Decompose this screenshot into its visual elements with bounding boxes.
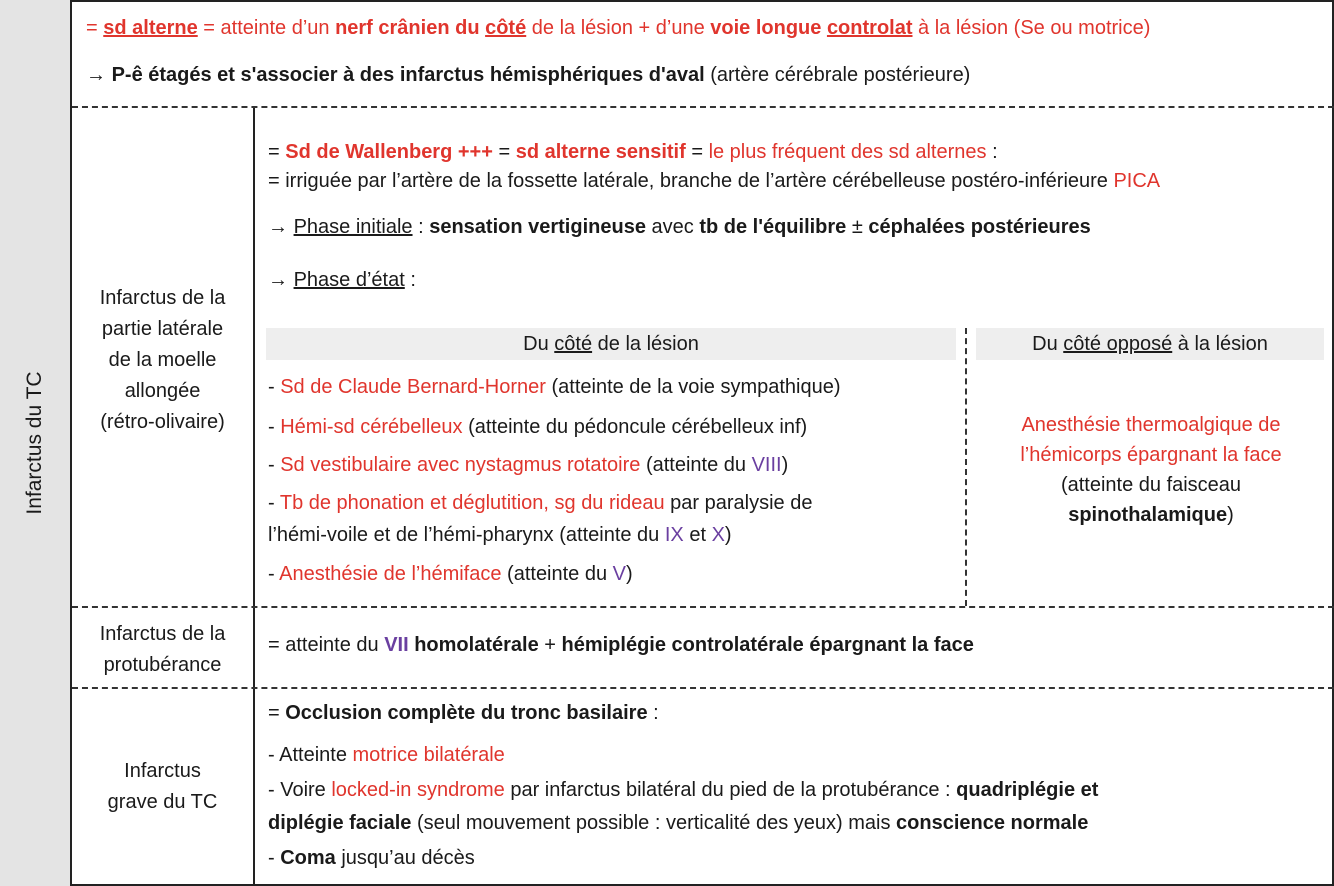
subhead-opposite-side xyxy=(976,328,1324,360)
row1-line-4 xyxy=(268,269,416,292)
text: Coma xyxy=(280,847,336,869)
row2-label-line: Infarctus de la xyxy=(99,623,226,645)
text: Hémi-sd cérébelleux xyxy=(280,416,463,438)
left-column xyxy=(0,0,72,886)
wallenberg: Sd de Wallenberg +++ xyxy=(285,141,493,163)
text: VII xyxy=(384,634,409,656)
row2-text xyxy=(268,634,974,657)
row1-label-line: allongée xyxy=(124,380,201,402)
sd-alterne-sensitif: sd alterne sensitif xyxy=(515,141,686,163)
text: Tb de phonation et déglutition, sg du rideau xyxy=(279,492,665,514)
text: locked-in syndrome xyxy=(331,779,505,801)
list-item xyxy=(268,416,807,439)
arrow-icon: → xyxy=(268,269,294,291)
text: = xyxy=(492,141,516,163)
top-mid2: de la lésion + d’une xyxy=(526,17,711,39)
left-column-label: Infarctus du TC xyxy=(23,371,46,515)
text: Anesthésie de l’hémiface xyxy=(279,563,502,585)
row3-line-3 xyxy=(268,779,1098,802)
list-item xyxy=(268,376,841,399)
text: VIII xyxy=(751,454,782,476)
text: Sd vestibulaire avec nystagmus rotatoire xyxy=(280,454,641,476)
text: à la lésion xyxy=(1172,333,1268,355)
text: - xyxy=(268,454,281,476)
text: Anesthésie thermoalgique de xyxy=(1021,414,1281,436)
row1-label xyxy=(72,283,253,438)
text: IX xyxy=(664,524,684,546)
text: - xyxy=(268,847,281,869)
row3-line-1 xyxy=(268,702,659,725)
text: = xyxy=(268,141,286,163)
text: ) xyxy=(781,454,789,476)
text: - xyxy=(268,376,281,398)
text: Du xyxy=(1032,333,1064,355)
table-top-border xyxy=(0,0,1334,2)
subhead-same-side xyxy=(266,328,956,360)
text: = atteinte du xyxy=(268,634,385,656)
row2-label-line: protubérance xyxy=(103,654,222,676)
row3-label-line: Infarctus xyxy=(124,760,201,782)
list-item xyxy=(268,454,788,477)
text: avec xyxy=(645,216,700,238)
text: hémiplégie controlatérale épargnant la face xyxy=(561,634,974,656)
row1-label-line: de la moelle xyxy=(108,349,217,371)
irrigation-text: = irriguée par l’artère de la fossette latérale, branche de l’artère cérébelleuse postéro-inférieure xyxy=(268,170,1114,192)
text: ) xyxy=(724,524,732,546)
text: (atteinte du faisceau xyxy=(1060,474,1242,496)
text: spinothalamique xyxy=(1068,504,1228,526)
text: V xyxy=(612,563,627,585)
text: Du xyxy=(523,333,555,355)
text: : xyxy=(412,216,430,238)
row3-line-4 xyxy=(268,812,1088,835)
text: (atteinte du xyxy=(640,454,752,476)
text: l’hémi-voile et de l’hémi-pharynx (atteinte du xyxy=(268,524,665,546)
plus-frequent: le plus fréquent des sd alternes xyxy=(708,141,987,163)
opposite-side-content xyxy=(978,410,1324,530)
text: côté opposé xyxy=(1063,333,1173,355)
row1-label-line: partie latérale xyxy=(101,318,224,340)
top-controlat: controlat xyxy=(826,17,913,39)
row3-label xyxy=(72,756,253,818)
text: = xyxy=(268,702,286,724)
text: (atteinte du xyxy=(501,563,613,585)
top-cote: côté xyxy=(485,17,527,39)
text: - xyxy=(268,416,281,438)
text: par infarctus bilatéral du pied de la protubérance : xyxy=(504,779,957,801)
text: X xyxy=(711,524,725,546)
text: : xyxy=(986,141,998,163)
text: - xyxy=(268,563,280,585)
text: (atteinte du pédoncule cérébelleux inf) xyxy=(462,416,808,438)
subtable-separator xyxy=(965,328,967,606)
text: : xyxy=(404,269,416,291)
text: + xyxy=(538,634,562,656)
text: Sd de Claude Bernard-Horner xyxy=(280,376,546,398)
row3-label-line: grave du TC xyxy=(107,791,218,813)
row1-label-line: Infarctus de la xyxy=(99,287,226,309)
text: = xyxy=(685,141,709,163)
text: jusqu’au décès xyxy=(335,847,475,869)
text: diplégie faciale xyxy=(268,812,412,834)
top-line-1 xyxy=(86,17,1150,40)
arrow-icon: → xyxy=(86,64,112,86)
label-column-separator xyxy=(253,108,255,886)
row1-line-1 xyxy=(268,141,998,164)
top-line2-bold: P-ê étagés et s'associer à des infarctus hémisphériques d'aval xyxy=(111,64,705,86)
top-line2-tail: (artère cérébrale postérieure) xyxy=(704,64,971,86)
pica: PICA xyxy=(1113,170,1161,192)
list-item xyxy=(268,492,812,515)
text: l’hémicorps épargnant la face xyxy=(1020,444,1282,466)
top-mid1: = atteinte d’un xyxy=(197,17,336,39)
phase-initiale: Phase initiale xyxy=(293,216,413,238)
text: côté xyxy=(554,333,593,355)
top-eq: = xyxy=(86,17,104,39)
text: (seul mouvement possible : verticalité des yeux) mais xyxy=(411,812,897,834)
text: homolatérale xyxy=(408,634,539,656)
text: - Atteinte xyxy=(268,744,353,766)
text: conscience normale xyxy=(896,812,1089,834)
phase-etat: Phase d’état xyxy=(293,269,405,291)
text: céphalées postérieures xyxy=(868,216,1091,238)
text: - Voire xyxy=(268,779,332,801)
divider-row1 xyxy=(72,606,1334,608)
divider-row2 xyxy=(72,687,1334,689)
row1-line-2 xyxy=(268,170,1160,193)
text: ) xyxy=(1227,504,1234,526)
text: (atteinte de la voie sympathique) xyxy=(545,376,841,398)
text: Occlusion complète du tronc basilaire xyxy=(285,702,648,724)
text: tb de l'équilibre xyxy=(699,216,847,238)
row3-line-5 xyxy=(268,847,475,870)
text: sensation vertigineuse xyxy=(429,216,646,238)
text: de la lésion xyxy=(592,333,699,355)
top-line-2 xyxy=(86,64,970,87)
list-item xyxy=(268,563,633,586)
top-sd-alterne: sd alterne xyxy=(103,17,198,39)
text: et xyxy=(683,524,712,546)
list-item-continuation xyxy=(268,524,732,547)
text: - xyxy=(268,492,280,514)
divider-top xyxy=(72,106,1334,108)
text: quadriplégie et xyxy=(956,779,1099,801)
top-voie: voie longue xyxy=(710,17,827,39)
text: par paralysie de xyxy=(664,492,813,514)
row2-label xyxy=(72,619,253,681)
text: ± xyxy=(846,216,869,238)
top-nerf: nerf crânien du xyxy=(335,17,486,39)
text: ) xyxy=(626,563,633,585)
text: motrice bilatérale xyxy=(352,744,505,766)
row1-line-3 xyxy=(268,216,1091,239)
arrow-icon: → xyxy=(268,216,294,238)
top-tail: à la lésion (Se ou motrice) xyxy=(912,17,1151,39)
row1-label-line: (rétro-olivaire) xyxy=(100,411,225,433)
text: : xyxy=(647,702,659,724)
row3-line-2 xyxy=(268,744,505,767)
